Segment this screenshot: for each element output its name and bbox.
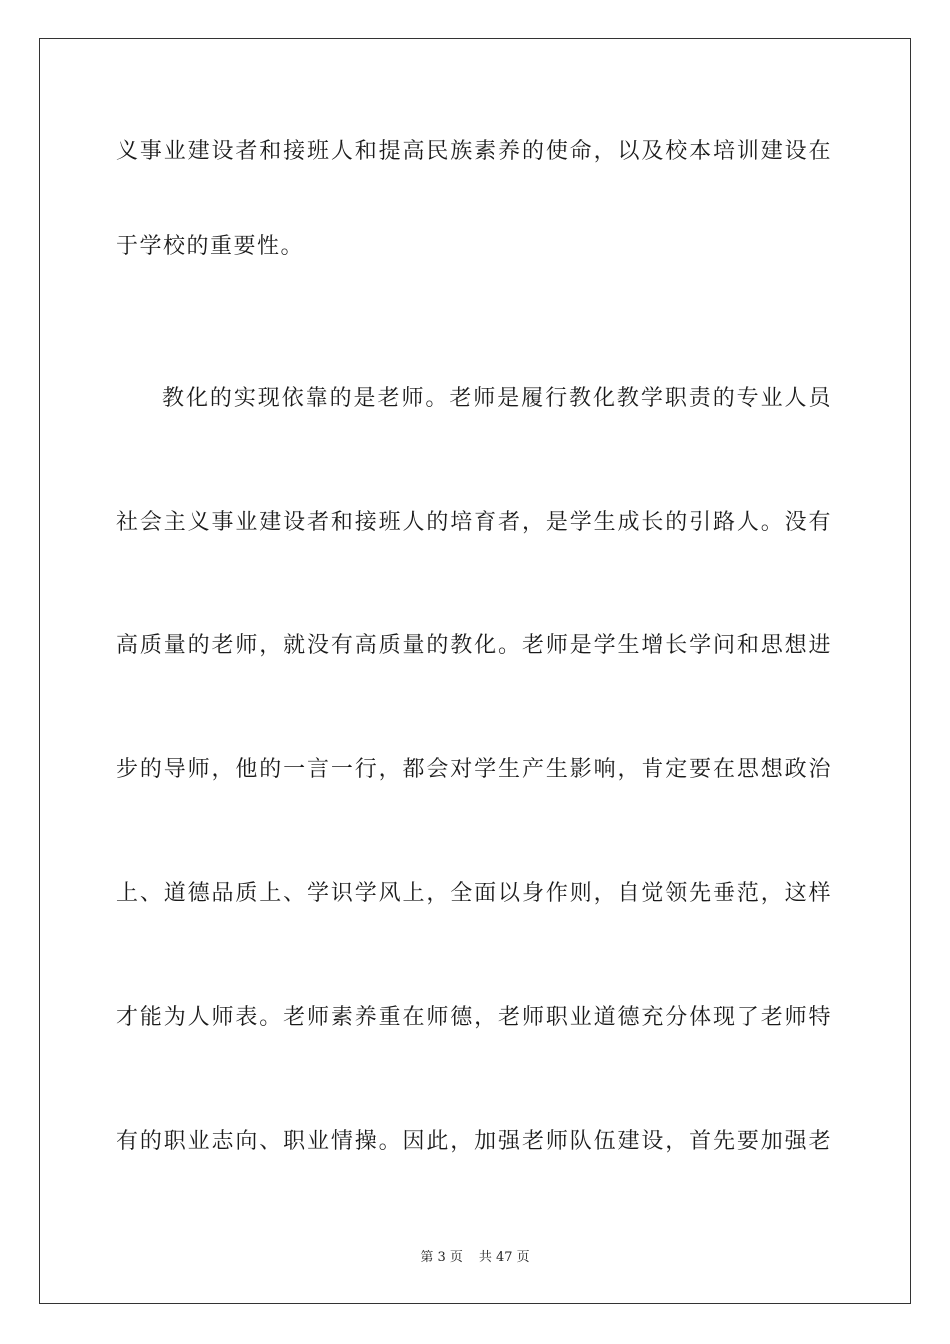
paragraph-first-line: 教化的实现依靠的是老师。老师是履行教化教学职责的专业人员 bbox=[162, 386, 832, 411]
text-line: 步的导师，他的一言一行，都会对学生产生影响，肯定要在思想政治 bbox=[116, 757, 832, 782]
text-line: 社会主义事业建设者和接班人的培育者，是学生成长的引路人。没有 bbox=[116, 510, 832, 535]
page-footer bbox=[0, 1249, 950, 1267]
text-line: 高质量的老师，就没有高质量的教化。老师是学生增长学问和思想进 bbox=[116, 633, 832, 658]
text-line: 才能为人师表。老师素养重在师德，老师职业道德充分体现了老师特 bbox=[116, 1005, 832, 1030]
page-border bbox=[39, 38, 911, 1304]
text-line: 上、道德品质上、学识学风上，全面以身作则，自觉领先垂范，这样 bbox=[116, 881, 832, 906]
page-total: 共 47 页 bbox=[478, 1250, 530, 1265]
text-line: 于学校的重要性。 bbox=[116, 234, 305, 259]
page-number: 第 3 页 bbox=[420, 1250, 463, 1265]
text-line: 义事业建设者和接班人和提高民族素养的使命，以及校本培训建设在 bbox=[116, 139, 832, 164]
text-line: 有的职业志向、职业情操。因此，加强老师队伍建设，首先要加强老 bbox=[116, 1129, 832, 1154]
